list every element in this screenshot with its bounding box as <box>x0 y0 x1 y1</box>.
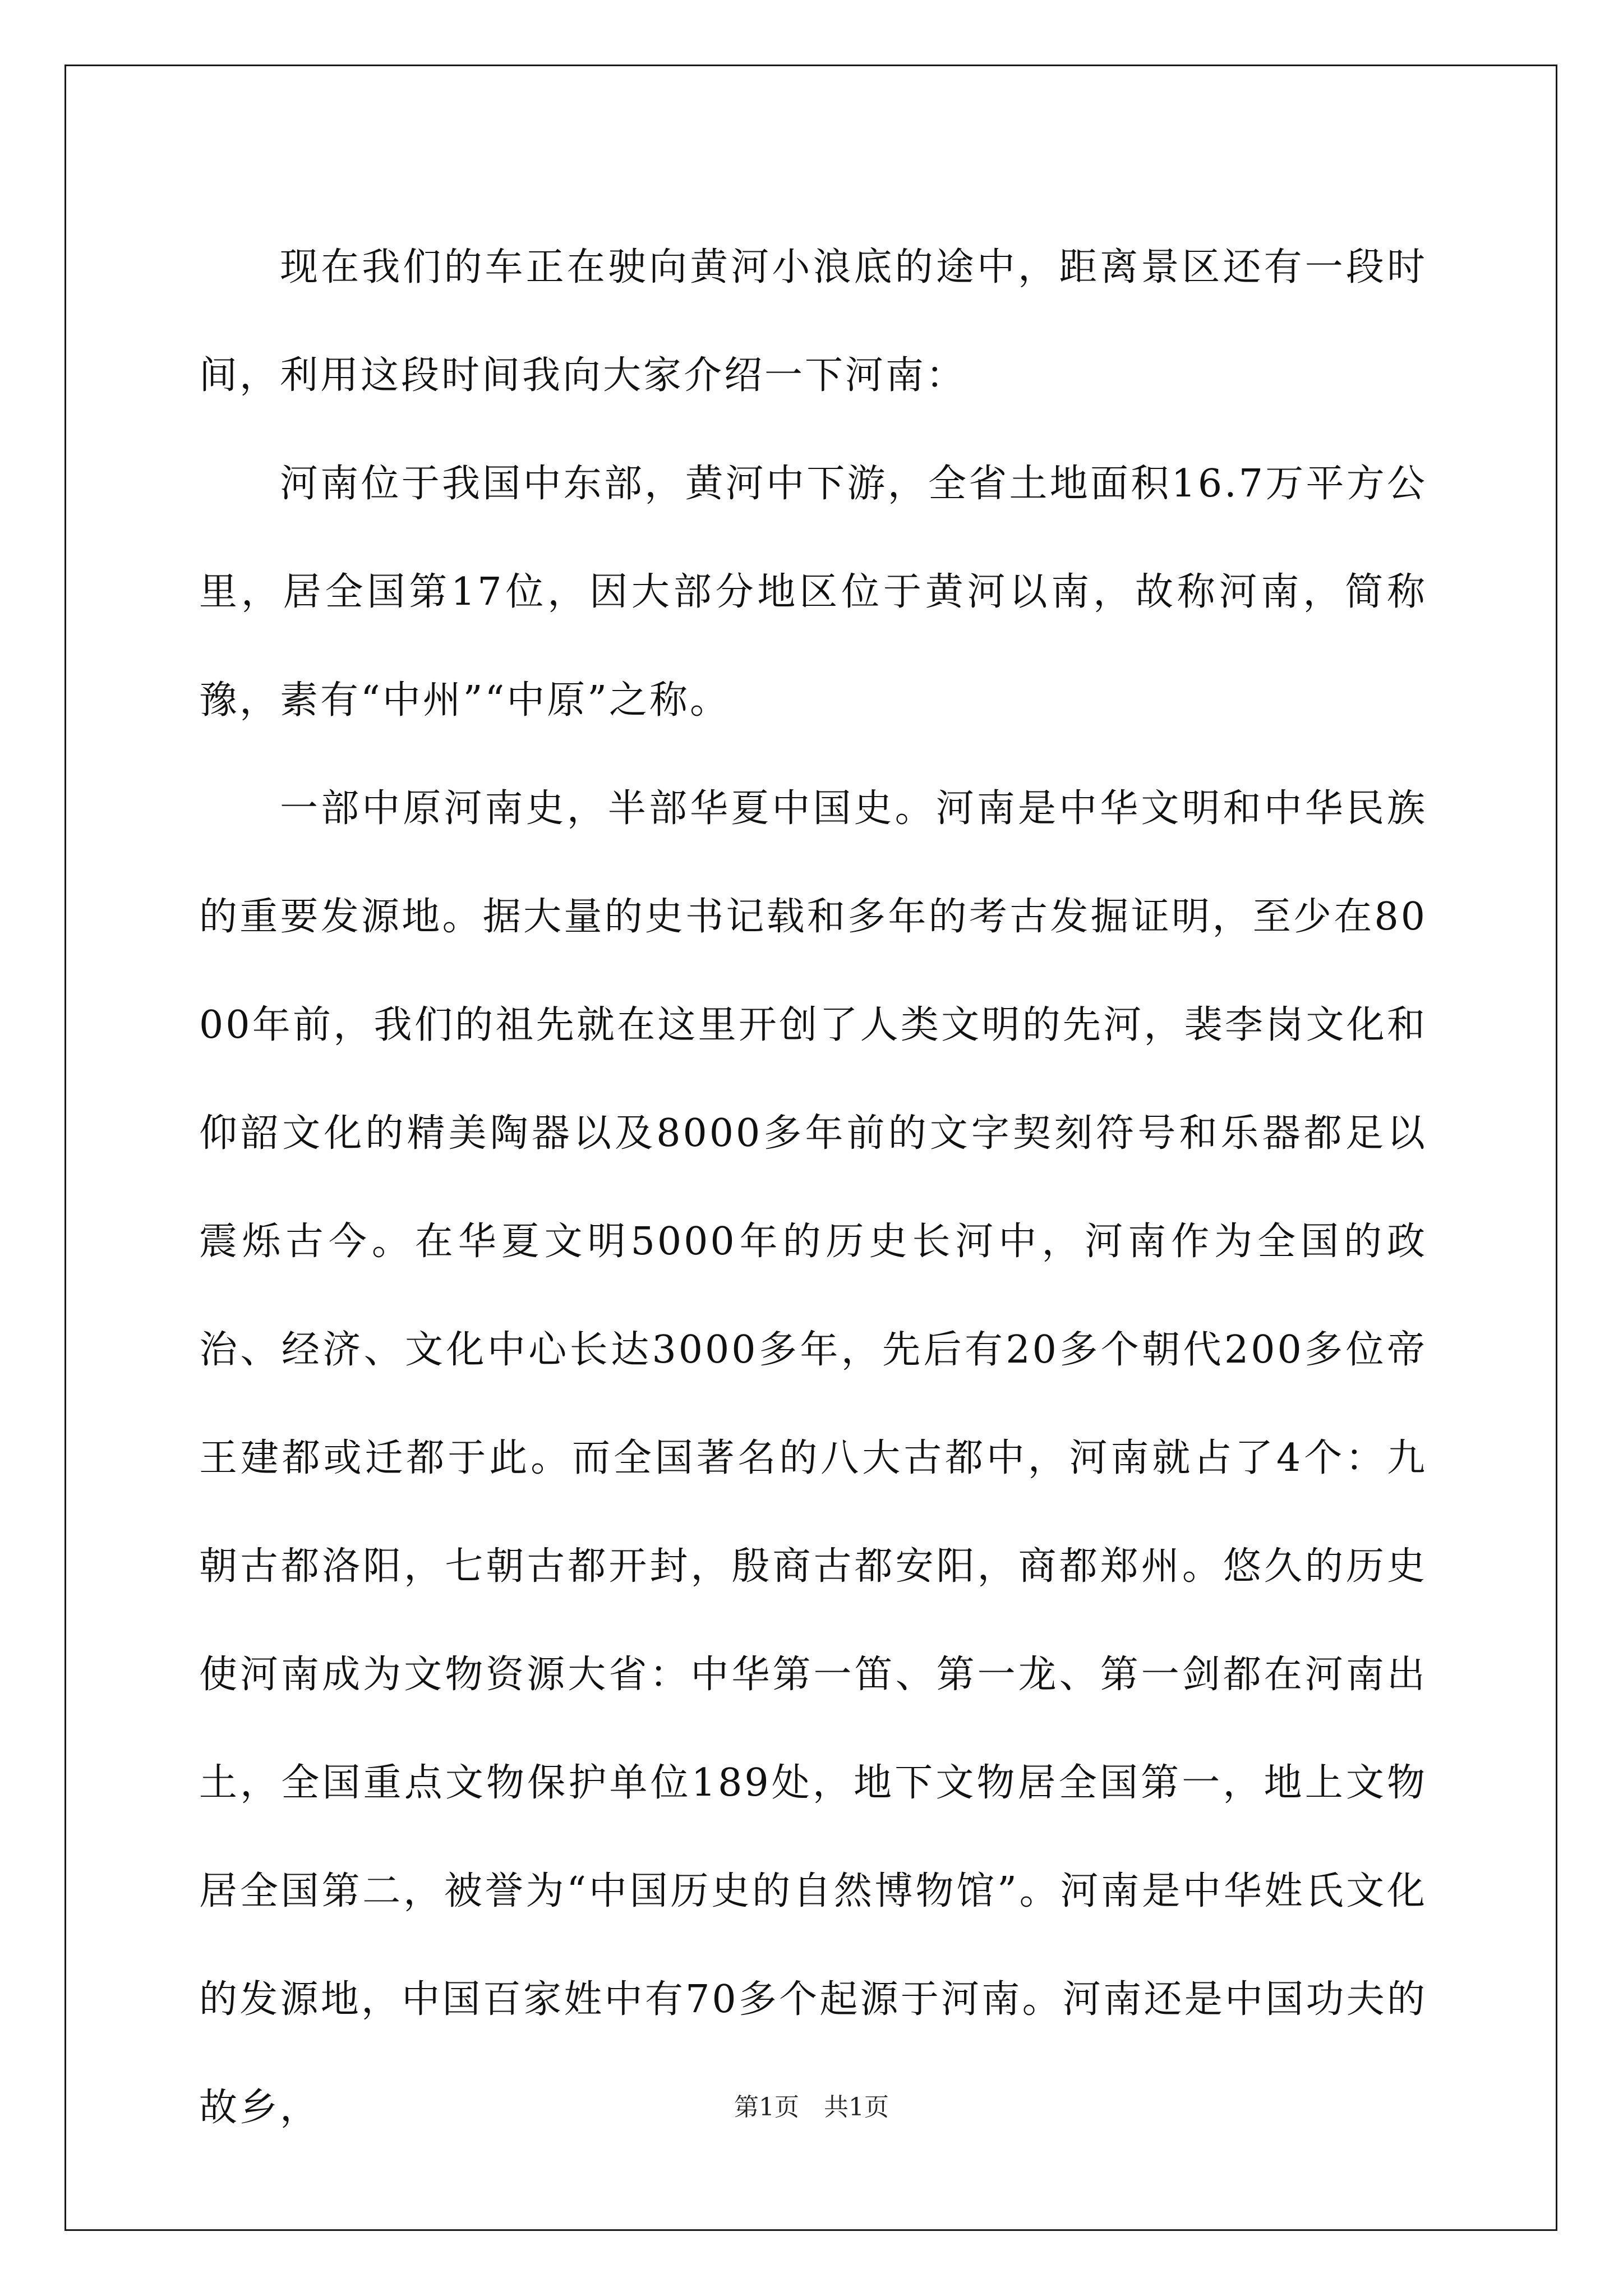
page-total: 共1页 <box>824 2093 889 2122</box>
paragraph-intro: 现在我们的车正在驶向黄河小浪底的途中，距离景区还有一段时间，利用这段时间我向大家介绍一下河南： <box>199 245 1427 398</box>
document-body <box>199 213 1427 2162</box>
page-footer <box>0 2087 1623 2123</box>
paragraph-history: 一部中原河南史，半部华夏中国史。河南是中华文明和中华民族的重要发源地。据大量的史书记载和多年的考古发掘证明，至少在8000年前，我们的祖先就在这里开创了人类文明的先河，裴李岗文化和仰韶文化的精美陶器以及8000多年前的文字契刻符号和乐器都足以震烁古今。在华夏文明5000年的历史长河中，河南作为全国的政治、经济、文化中心长达3000多年，先后有20多个朝代200多位帝王建都或迁都于此。而全国著名的八大古都中，河南就占了4个：九朝古都洛阳，七朝古都开封，殷商古都安阳，商都郑州。悠久的历史使河南成为文物资源大省：中华第一笛、第一龙、第一剑都在河南出土，全国重点文物保护单位189处，地下文物居全国第一，地上文物居全国第二，被誉为“中国历史的自然博物馆”。河南是中华姓氏文化的发源地，中国百家姓中有70多个起源于河南。河南还是中国功夫的故乡， <box>199 786 1427 2130</box>
page-number: 第1页 <box>734 2093 799 2122</box>
paragraph-geography: 河南位于我国中东部，黄河中下游，全省土地面积16.7万平方公里，居全国第17位，因大部分地区位于黄河以南，故称河南，简称豫，素有“中州”“中原”之称。 <box>199 462 1427 723</box>
